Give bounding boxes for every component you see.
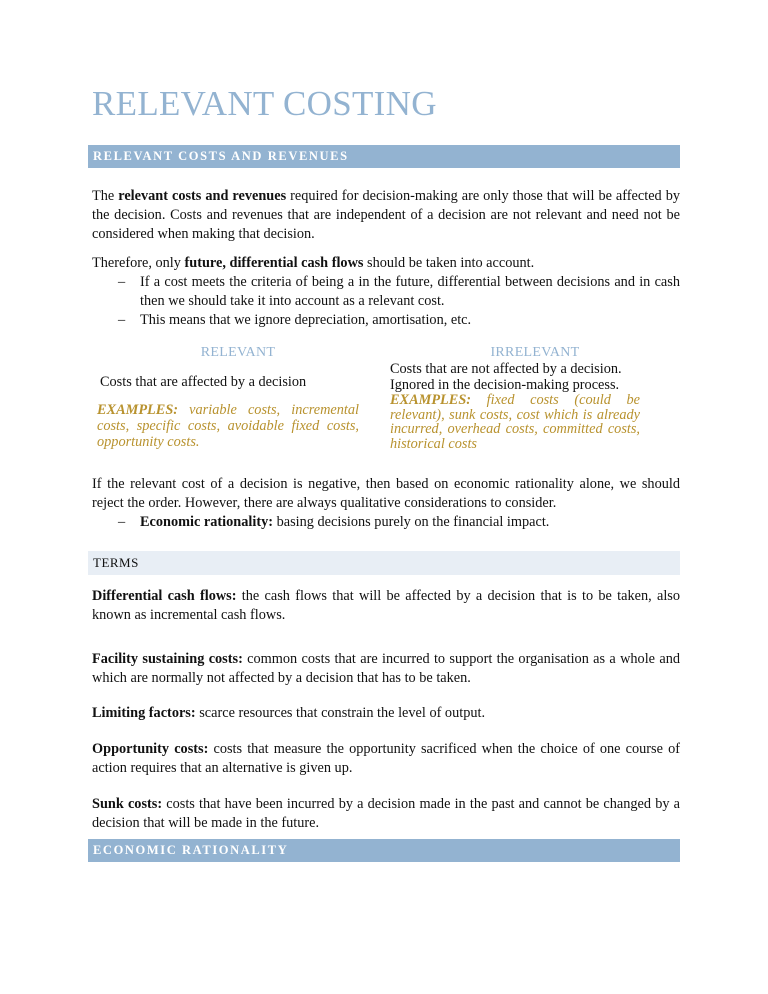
relevant-examples bbox=[97, 402, 359, 450]
term-label: Sunk costs: bbox=[92, 796, 163, 812]
relevant-description: Costs that are affected by a decision bbox=[100, 374, 307, 390]
term-label: Opportunity costs: bbox=[92, 741, 209, 757]
examples-label: EXAMPLES: bbox=[97, 402, 179, 418]
section-heading-terms: TERMS bbox=[88, 551, 680, 575]
page-title: RELEVANT COSTING bbox=[92, 84, 437, 123]
bullet-item bbox=[118, 513, 680, 532]
term-definition: scarce resources that constrain the level of output. bbox=[195, 705, 486, 721]
bullet-text: If a cost meets the criteria of being a in the future, differential between decisions and in cash then we should take it into account as a relevant cost. bbox=[140, 274, 680, 309]
text: should be taken into account. bbox=[363, 255, 535, 271]
irrelevant-description: Costs that are not affected by a decision. Ignored in the decision-making process. bbox=[390, 361, 622, 393]
dash-icon: – bbox=[118, 274, 126, 290]
bullet-item bbox=[118, 311, 680, 330]
section-heading-relevant-costs: RELEVANT COSTS AND REVENUES bbox=[88, 145, 680, 168]
term-label: Differential cash flows: bbox=[92, 588, 237, 604]
term-item bbox=[92, 740, 680, 778]
term-item bbox=[92, 704, 680, 723]
bold-text: relevant costs and revenues bbox=[118, 188, 287, 204]
text: Therefore, only bbox=[92, 255, 185, 271]
negative-cost-paragraph: If the relevant cost of a decision is negative, then based on economic rationality alone, we should reject the order. However, there are always qualitative considerations to consider. bbox=[92, 476, 680, 511]
irrelevant-examples bbox=[390, 393, 640, 451]
term-label: Limiting factors: bbox=[92, 705, 196, 721]
term-definition: costs that have been incurred by a decision made in the past and cannot be changed by a decision that will be made in the future. bbox=[92, 796, 680, 831]
examples-label: EXAMPLES: bbox=[390, 392, 472, 408]
bullet-text: This means that we ignore depreciation, amortisation, etc. bbox=[140, 312, 472, 328]
examples-text: fixed costs (could be relevant), sunk costs, cost which is already incurred, overhead costs, committed costs, historical costs bbox=[390, 392, 640, 452]
term-item bbox=[92, 650, 680, 688]
term-label: Facility sustaining costs: bbox=[92, 651, 243, 667]
therefore-paragraph bbox=[92, 254, 680, 273]
dash-icon: – bbox=[118, 514, 126, 530]
bullet-text: basing decisions purely on the financial impact. bbox=[273, 514, 550, 530]
term-definition: costs that measure the opportunity sacrificed when the choice of one course of action requires that an alternative is given up. bbox=[92, 741, 680, 776]
examples-text: variable costs, incremental costs, specific costs, avoidable fixed costs, opportunity costs. bbox=[97, 402, 359, 450]
bullet-item bbox=[118, 273, 680, 311]
term-item bbox=[92, 587, 680, 625]
relevant-heading: RELEVANT bbox=[200, 345, 276, 360]
bold-text: Economic rationality: bbox=[140, 514, 274, 530]
term-definition: common costs that are incurred to support the organisation as a whole and which are normally not affected by a decision that has to be taken. bbox=[92, 651, 680, 686]
dash-icon: – bbox=[118, 312, 126, 328]
irrelevant-heading: IRRELEVANT bbox=[490, 345, 580, 360]
text: The bbox=[92, 188, 119, 204]
term-item bbox=[92, 795, 680, 833]
bold-text: future, differential cash flows bbox=[184, 255, 364, 271]
term-definition: the cash flows that will be affected by a decision that is to be taken, also known as incremental cash flows. bbox=[92, 588, 681, 623]
intro-paragraph bbox=[92, 187, 680, 244]
text: required for decision-making are only those that will be affected by the decision. Costs and revenues that are independent of a decision are not relevant and need not be considered when making that decision. bbox=[92, 188, 680, 242]
section-heading-economic-rationality: ECONOMIC RATIONALITY bbox=[88, 839, 680, 862]
